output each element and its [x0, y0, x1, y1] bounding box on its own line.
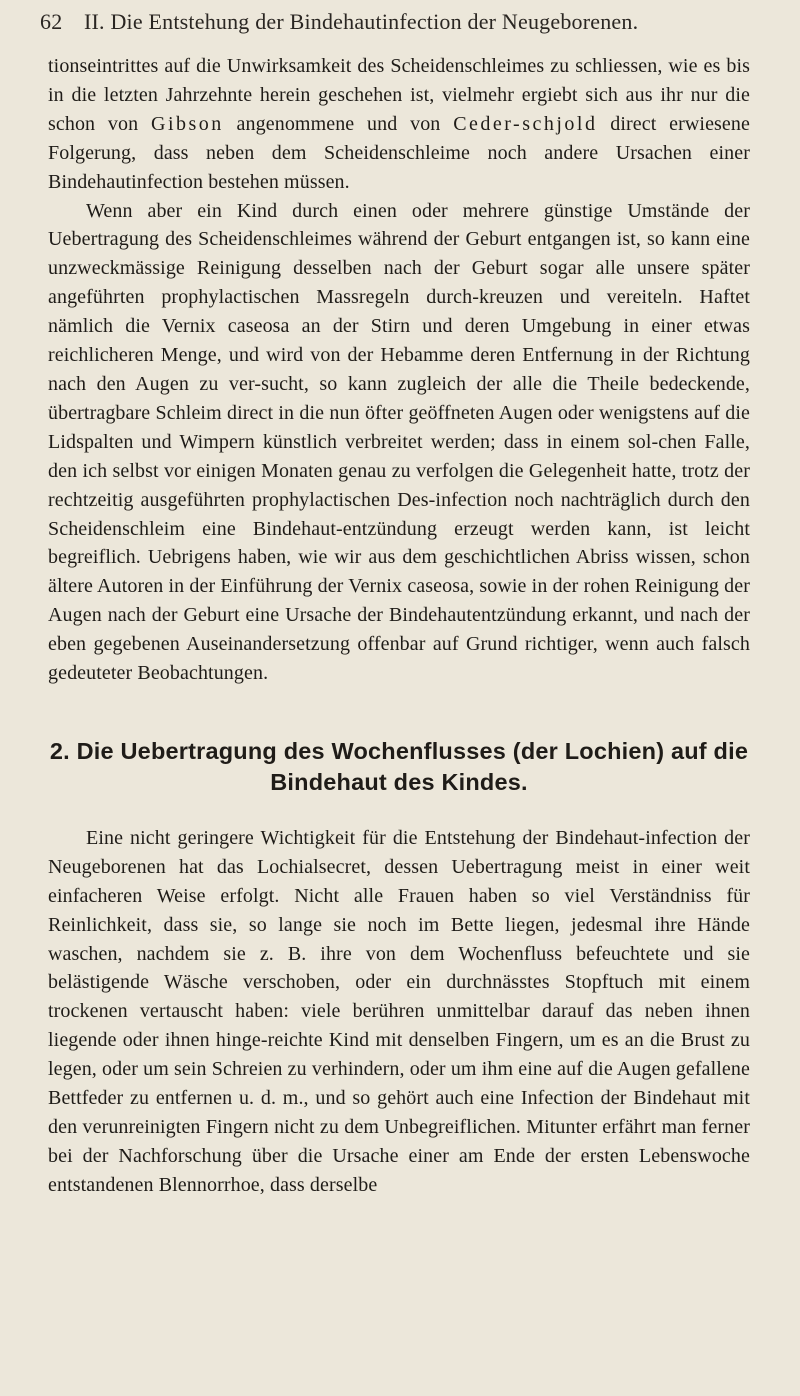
- section-heading-line-1: 2. Die Uebertragung des Wochenflusses (der Lochien) auf die: [49, 737, 749, 764]
- paragraph-vernix-caseosa: Wenn aber ein Kind durch einen oder mehrere günstige Umstände der Uebertragung des Scheidenschleimes während der Geburt entgangen ist, so kann eine unzweckmässige Reinigung desselben nach der Geburt sogar alle unsere später angeführten prophylactischen Massregeln durch-kreuzen und vereiteln. Haftet nämlich die Vernix caseosa an der Stirn und deren Umgebung in einer etwas reichlicheren Menge, und wird von der Hebamme deren Entfernung in der Richtung nach den Augen zu ver-sucht, so kann zugleich der alle die Theile bedeckende, übertragbare Schleim direct in die nun öfter geöffneten Augen oder wenigstens auf die Lidspalten und Wimpern künstlich verbreitet werden; dass in einem sol-chen Falle, den ich selbst vor einigen Monaten genau zu verfolgen die Gelegenheit hatte, trotz der rechtzeitig ausgeführten prophylactischen Des-infection noch nachträglich durch den Scheidenschleim eine Bindehaut-entzündung erzeugt werden kann, ist leicht begreiflich. Uebrigens haben, wie wir aus dem geschichtlichen Abriss wissen, schon ältere Autoren in der Einführung der Vernix caseosa, sowie in der rohen Reinigung der Augen nach der Geburt eine Ursache der Bindehautentzündung erkannt, und nach der eben gegebenen Auseinandersetzung offenbar auf Grund richtiger, wenn auch falsch gedeuteter Beobachtungen.: [48, 199, 750, 685]
- author-name-gibson: Gibson: [151, 112, 224, 135]
- paragraph-continuation: [48, 52, 750, 197]
- page-number: 62: [40, 9, 63, 34]
- paragraph-lochialsecret: Eine nicht geringere Wichtigkeit für die Entstehung der Bindehaut-infection der Neugeborenen hat das Lochialsecret, dessen Uebertragung meist in einer weit einfacheren Weise erfolgt. Nicht alle Frauen haben so viel Verständniss für Reinlichkeit, dass sie, so lange sie noch im Bette liegen, jedesmal ihre Hände waschen, nachdem sie z. B. ihre von dem Wochenfluss befeuchtete und sie belästigende Wäsche verschoben, oder ein durchnässtes Stopftuch mit einem trockenen vertauscht haben: viele berühren unmittelbar darauf das neben ihnen liegende oder ihnen hinge-reichte Kind mit denselben Fingern, um es an die Brust zu legen, oder um sein Schreien zu verhindern, oder um ihm eine auf die Augen gefallene Bettfeder zu entfernen u. d. m., und so gehört auch eine Infection der Bindehaut mit den verunreinigten Fingern nicht zu dem Unbegreiflichen. Mitunter erfährt man ferner bei der Nachforschung über die Ursache einer am Ende der ersten Lebenswoche entstandenen Blennorrhoe, dass derselbe: [48, 826, 750, 1196]
- paragraph-text: direct erwiesene Folgerung, dass neben dem Scheidenschleime noch andere Ursachen einer Bindehautinfection bestehen müssen.: [48, 112, 750, 193]
- running-header: [40, 8, 750, 36]
- paragraph-text: angenommene und von: [223, 112, 454, 135]
- author-name-cederschjold: Ceder-schjold: [453, 112, 598, 135]
- section-heading-line-2: Bindehaut des Kindes.: [270, 768, 528, 795]
- section-heading: [48, 736, 750, 798]
- paragraph-text: tionseintrittes auf die Unwirksamkeit des Scheidenschleimes zu schliessen, wie es bis in die letzten Jahrzehnte herein geschehen ist, vielmehr ergiebt sich aus ihr nur die schon von: [48, 55, 750, 135]
- running-title: II. Die Entstehung der Bindehautinfection der Neugeborenen.: [84, 9, 639, 34]
